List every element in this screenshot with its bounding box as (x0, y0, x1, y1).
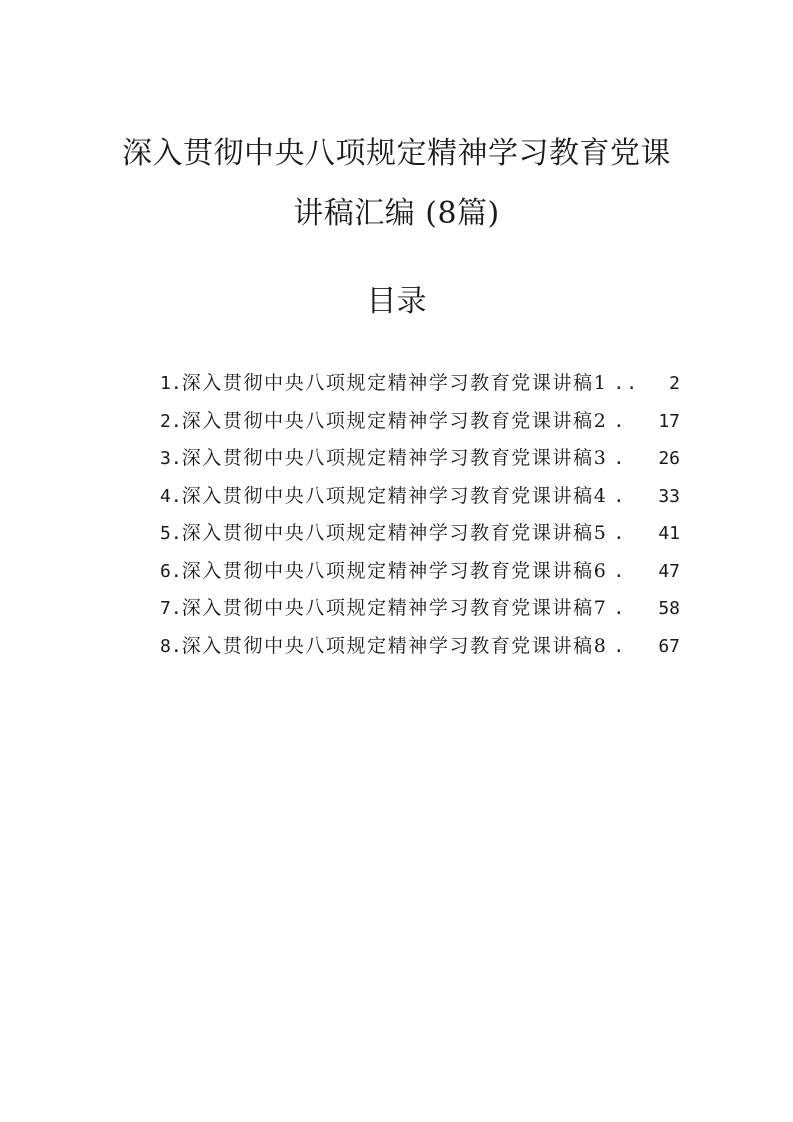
toc-entry-number: 1. (160, 373, 182, 394)
document-title-line2: 讲稿汇编 (8篇) (293, 196, 500, 231)
toc-entry-leader: . (613, 523, 627, 544)
toc-entry-number: 8. (160, 635, 182, 657)
toc-entry-5[interactable] (160, 515, 680, 553)
toc-entry-leader: . (613, 598, 627, 619)
toc-entry-leader: . (613, 410, 627, 432)
toc-entry-title: 深入贯彻中央八项规定精神学习教育党课讲稿7 (181, 597, 608, 619)
toc-entry-title: 深入贯彻中央八项规定精神学习教育党课讲稿2 (181, 409, 608, 432)
toc-entry-6[interactable] (160, 553, 680, 591)
toc-entry-page: 67 (658, 635, 680, 657)
toc-entry-page: 47 (658, 560, 680, 582)
toc-entry-2[interactable] (160, 403, 680, 441)
toc-entry-leader: . (613, 560, 627, 582)
toc-entry-number: 7. (160, 598, 182, 619)
toc-entry-title: 深入贯彻中央八项规定精神学习教育党课讲稿8 (181, 634, 608, 657)
toc-entry-leader: .. (613, 373, 640, 394)
toc-entry-7[interactable] (160, 590, 680, 628)
toc-entry-leader: . (613, 448, 627, 469)
toc-entry-page: 33 (658, 485, 680, 507)
toc-entry-page: 17 (658, 410, 680, 432)
toc-entry-number: 3. (160, 448, 182, 469)
document-title-line1: 深入贯彻中央八项规定精神学习教育党课 (122, 136, 671, 171)
toc-heading: 目录 (366, 284, 427, 319)
toc-entry-page: 26 (658, 448, 680, 469)
toc-entry-8[interactable] (160, 628, 680, 666)
toc-entry-page: 41 (658, 523, 680, 544)
toc-entry-title: 深入贯彻中央八项规定精神学习教育党课讲稿5 (181, 522, 608, 544)
toc-entry-title: 深入贯彻中央八项规定精神学习教育党课讲稿3 (181, 447, 608, 469)
toc-entry-leader: . (613, 485, 627, 507)
toc-entry-title: 深入贯彻中央八项规定精神学习教育党课讲稿4 (181, 484, 608, 507)
toc-entry-page: 58 (658, 598, 680, 619)
toc-entry-number: 6. (160, 560, 182, 582)
toc-entry-number: 2. (160, 410, 182, 432)
toc-entry-page: 2 (669, 373, 680, 394)
toc-entry-title: 深入贯彻中央八项规定精神学习教育党课讲稿1 (181, 372, 608, 394)
toc-entry-1[interactable] (160, 365, 680, 403)
toc-entry-title: 深入贯彻中央八项规定精神学习教育党课讲稿6 (181, 559, 608, 582)
toc-entry-leader: . (613, 635, 627, 657)
toc-entry-number: 5. (160, 523, 182, 544)
table-of-contents (160, 365, 680, 665)
toc-entry-3[interactable] (160, 440, 680, 478)
toc-entry-number: 4. (160, 485, 182, 507)
toc-entry-4[interactable] (160, 478, 680, 516)
